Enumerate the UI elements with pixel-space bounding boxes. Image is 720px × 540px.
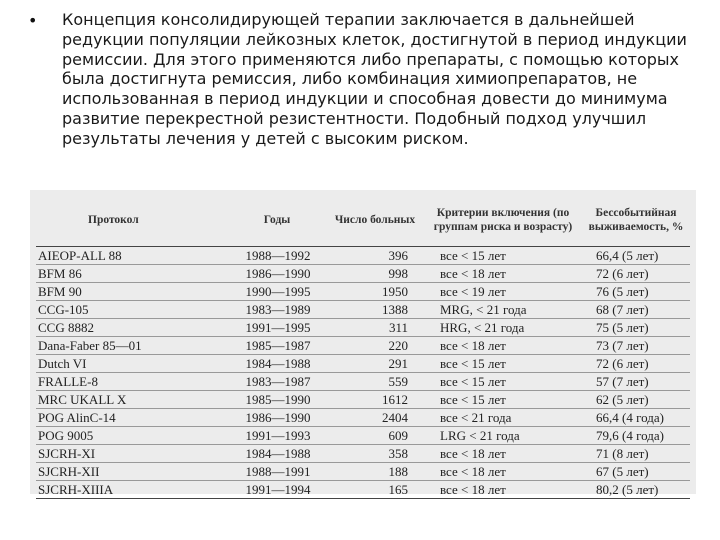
cell-patients: 1950 (326, 283, 424, 301)
cell-efs: 62 (5 лет) (582, 391, 690, 409)
cell-patients: 188 (326, 463, 424, 481)
cell-patients: 165 (326, 481, 424, 499)
cell-criteria: все < 21 года (424, 409, 582, 427)
cell-criteria: все < 19 лет (424, 283, 582, 301)
cell-criteria: все < 18 лет (424, 463, 582, 481)
table-row (36, 373, 690, 391)
header-protocol: Протокол (36, 194, 228, 247)
cell-patients: 311 (326, 319, 424, 337)
bullet-marker: • (28, 11, 38, 30)
cell-efs: 80,2 (5 лет) (582, 481, 690, 499)
table-row (36, 355, 690, 373)
table-row (36, 481, 690, 499)
cell-protocol: BFM 86 (36, 265, 228, 283)
table-row (36, 337, 690, 355)
cell-criteria: все < 15 лет (424, 391, 582, 409)
cell-protocol: Dana-Faber 85—01 (36, 337, 228, 355)
cell-years: 1984—1988 (228, 355, 326, 373)
cell-protocol: CCG-105 (36, 301, 228, 319)
cell-patients: 220 (326, 337, 424, 355)
cell-years: 1991—1994 (228, 481, 326, 499)
cell-efs: 76 (5 лет) (582, 283, 690, 301)
cell-protocol: SJCRH-XII (36, 463, 228, 481)
cell-efs: 68 (7 лет) (582, 301, 690, 319)
header-years: Годы (228, 194, 326, 247)
cell-efs: 72 (6 лет) (582, 355, 690, 373)
cell-years: 1990—1995 (228, 283, 326, 301)
cell-efs: 66,4 (5 лет) (582, 247, 690, 265)
cell-criteria: LRG < 21 года (424, 427, 582, 445)
table-row (36, 391, 690, 409)
cell-criteria: все < 15 лет (424, 247, 582, 265)
cell-years: 1991—1993 (228, 427, 326, 445)
header-patients: Число больных (326, 194, 424, 247)
cell-patients: 2404 (326, 409, 424, 427)
table-header-row (36, 194, 690, 247)
cell-criteria: все < 18 лет (424, 265, 582, 283)
table-body (36, 247, 690, 499)
table-row (36, 427, 690, 445)
cell-protocol: MRC UKALL X (36, 391, 228, 409)
cell-patients: 1612 (326, 391, 424, 409)
paragraph-text: Концепция консолидирующей терапии заключается в дальнейшей редукции популяции лейкозных клеток, достигнутой в период индукции ремиссии. Для этого применяются либо препараты, с помощью которых была достигнута ремиссия, либо комбинация химиопрепаратов, не использованная в период индукции и способная довести до минимума развитие перекрестной резистентности. Подобный подход улучшил результаты лечения у детей с высоким риском. (62, 10, 687, 148)
cell-patients: 396 (326, 247, 424, 265)
table-row (36, 409, 690, 427)
cell-criteria: все < 15 лет (424, 373, 582, 391)
cell-years: 1985—1987 (228, 337, 326, 355)
cell-protocol: Dutch VI (36, 355, 228, 373)
table-row (36, 265, 690, 283)
cell-years: 1988—1992 (228, 247, 326, 265)
cell-efs: 73 (7 лет) (582, 337, 690, 355)
table-row (36, 247, 690, 265)
cell-years: 1986—1990 (228, 409, 326, 427)
header-criteria: Критерии включения (по группам риска и возрасту) (424, 194, 582, 247)
cell-efs: 67 (5 лет) (582, 463, 690, 481)
cell-years: 1986—1990 (228, 265, 326, 283)
cell-years: 1991—1995 (228, 319, 326, 337)
cell-criteria: все < 18 лет (424, 481, 582, 499)
cell-protocol: AIEOP-ALL 88 (36, 247, 228, 265)
cell-protocol: CCG 8882 (36, 319, 228, 337)
cell-efs: 66,4 (4 года) (582, 409, 690, 427)
cell-efs: 71 (8 лет) (582, 445, 690, 463)
cell-protocol: POG 9005 (36, 427, 228, 445)
table-row (36, 283, 690, 301)
protocol-table-image (30, 190, 696, 497)
table-row (36, 301, 690, 319)
cell-efs: 72 (6 лет) (582, 265, 690, 283)
cell-protocol: FRALLE-8 (36, 373, 228, 391)
cell-years: 1983—1989 (228, 301, 326, 319)
cell-protocol: SJCRH-XI (36, 445, 228, 463)
cell-criteria: все < 15 лет (424, 355, 582, 373)
cell-patients: 1388 (326, 301, 424, 319)
cell-patients: 291 (326, 355, 424, 373)
cell-efs: 75 (5 лет) (582, 319, 690, 337)
cell-patients: 559 (326, 373, 424, 391)
header-efs: Бессобытийная выживаемость, % (582, 194, 690, 247)
cell-protocol: SJCRH-XIIIA (36, 481, 228, 499)
cell-patients: 609 (326, 427, 424, 445)
cell-years: 1985—1990 (228, 391, 326, 409)
cell-criteria: HRG, < 21 года (424, 319, 582, 337)
cell-criteria: все < 18 лет (424, 445, 582, 463)
cell-years: 1983—1987 (228, 373, 326, 391)
cell-criteria: все < 18 лет (424, 337, 582, 355)
cell-protocol: BFM 90 (36, 283, 228, 301)
cell-protocol: POG AlinC-14 (36, 409, 228, 427)
cell-years: 1988—1991 (228, 463, 326, 481)
cell-efs: 57 (7 лет) (582, 373, 690, 391)
cell-patients: 998 (326, 265, 424, 283)
protocol-table (36, 194, 690, 499)
table-row (36, 463, 690, 481)
cell-patients: 358 (326, 445, 424, 463)
cell-criteria: MRG, < 21 года (424, 301, 582, 319)
cell-years: 1984—1988 (228, 445, 326, 463)
table-row (36, 445, 690, 463)
cell-efs: 79,6 (4 года) (582, 427, 690, 445)
table-row (36, 319, 690, 337)
